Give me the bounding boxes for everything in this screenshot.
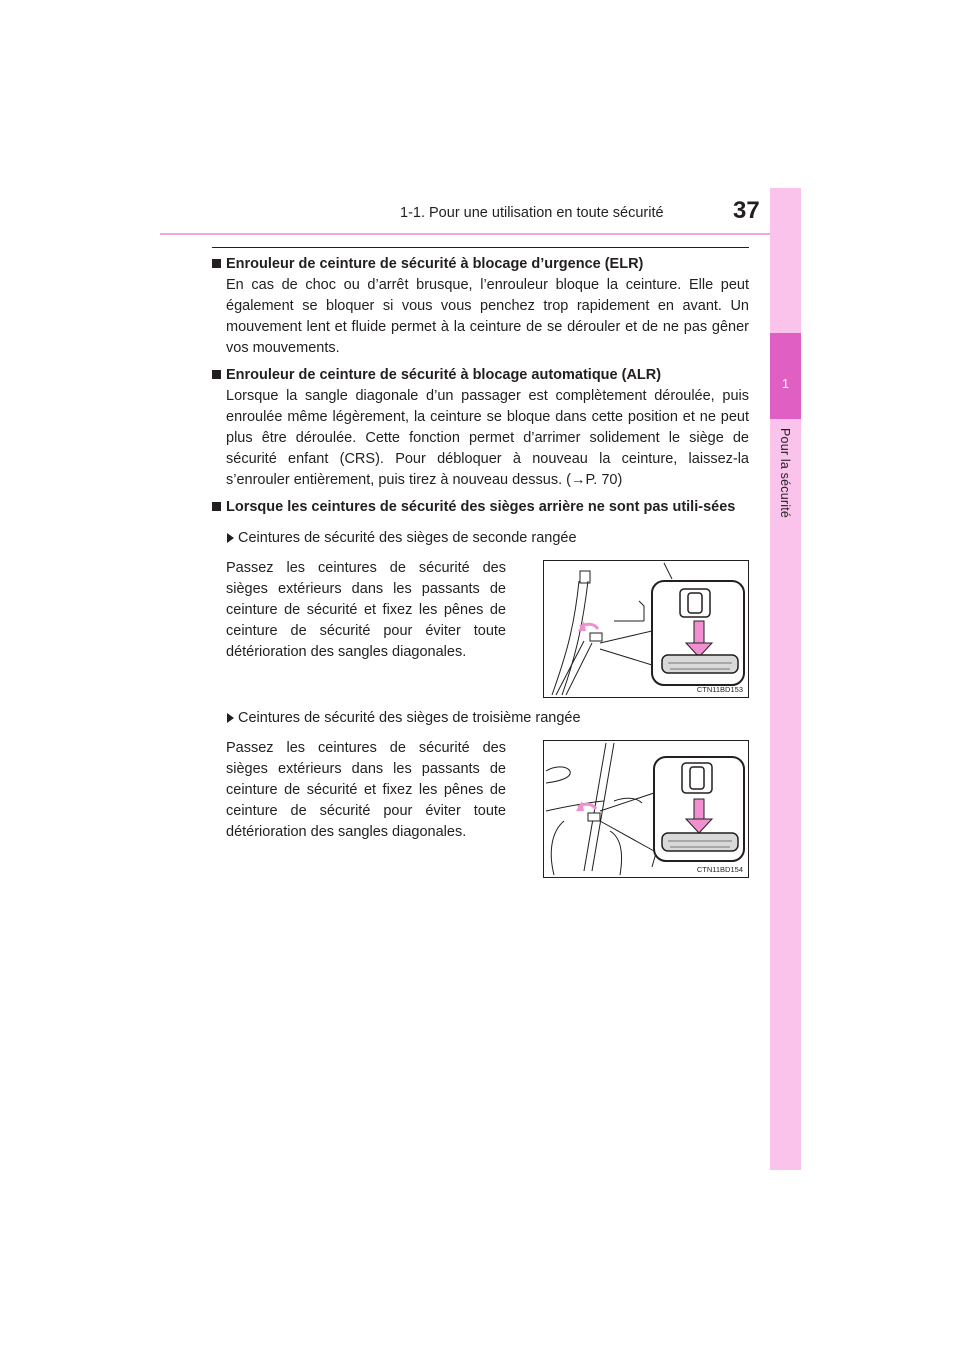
section-body: En cas de choc ou d’arrêt brusque, l’enrouleur bloque la ceinture. Elle peut également se bloquer si vous vous penchez trop rapidement en avant. Un mouvement lent et fluide permet à la ceinture de se dérouler et de ne pas gêner vos mouvements. [226,277,749,356]
subsection-third-row [212,708,749,878]
content-rule [212,247,749,248]
section-heading-text: Lorsque les ceintures de sécurité des sièges arrière ne sont pas utili-sées [226,499,736,515]
section-heading-text: Enrouleur de ceinture de sécurité à blocage d’urgence (ELR) [226,256,644,272]
sub-heading-text: Ceintures de sécurité des sièges de seconde rangée [238,530,577,546]
header-rule [160,233,800,235]
subsection-second-row [212,528,749,698]
sub-heading [226,528,749,549]
square-bullet-icon [212,502,221,511]
side-tab-chapter-label: Pour la sécurité [778,428,792,519]
section-heading [212,254,749,275]
section-body: Lorsque la sangle diagonale d’un passager est complètement déroulée, puis enroulée même légèrement, la ceinture se bloque dans cette position et ne peut plus être déroulée. Cette fonction permet d’arrimer solidement le siège de sécurité enfant (CRS). Pour débloquer à nouveau la ceinture, laissez-la s’enrouler entièrement, puis tirez à nouveau dessus. (→P. 70) [226,388,749,488]
sub-heading-text: Ceintures de sécurité des sièges de troisième rangée [238,710,581,726]
page-content [212,254,749,884]
seatbelt-illustration-second-row [543,560,749,698]
section-heading-text: Enrouleur de ceinture de sécurité à blocage automatique (ALR) [226,367,662,383]
header-section-title: 1-1. Pour une utilisation en toute sécurité [400,205,664,221]
square-bullet-icon [212,259,221,268]
sub-text: Passez les ceintures de sécurité des sièges extérieurs dans les passants de ceinture de sécurité et fixez les pênes de ceinture de sécurité pour éviter toute détérioration des sangles diagonales. [226,560,506,660]
section-rear-belts [212,497,749,878]
seatbelt-illustration-svg [544,561,748,697]
section-alr [212,365,749,491]
page-number: 37 [733,197,760,224]
section-elr [212,254,749,359]
seatbelt-illustration-third-row [543,740,749,878]
sub-text: Passez les ceintures de sécurité des sièges extérieurs dans les passants de ceinture de sécurité et fixez les pênes de ceinture de sécurité pour éviter toute détérioration des sangles diagonales. [226,740,506,840]
figure-code: CTN11BD153 [696,685,743,694]
figure-code: CTN11BD154 [696,865,743,874]
sub-row [226,558,749,698]
section-heading [212,497,749,518]
triangle-bullet-icon [227,533,234,543]
sub-row [226,738,749,878]
side-tab-chapter-number: 1 [781,376,790,391]
triangle-bullet-icon [227,713,234,723]
sub-heading [226,708,749,729]
seatbelt-illustration-svg [544,741,748,877]
section-heading [212,365,749,386]
square-bullet-icon [212,370,221,379]
